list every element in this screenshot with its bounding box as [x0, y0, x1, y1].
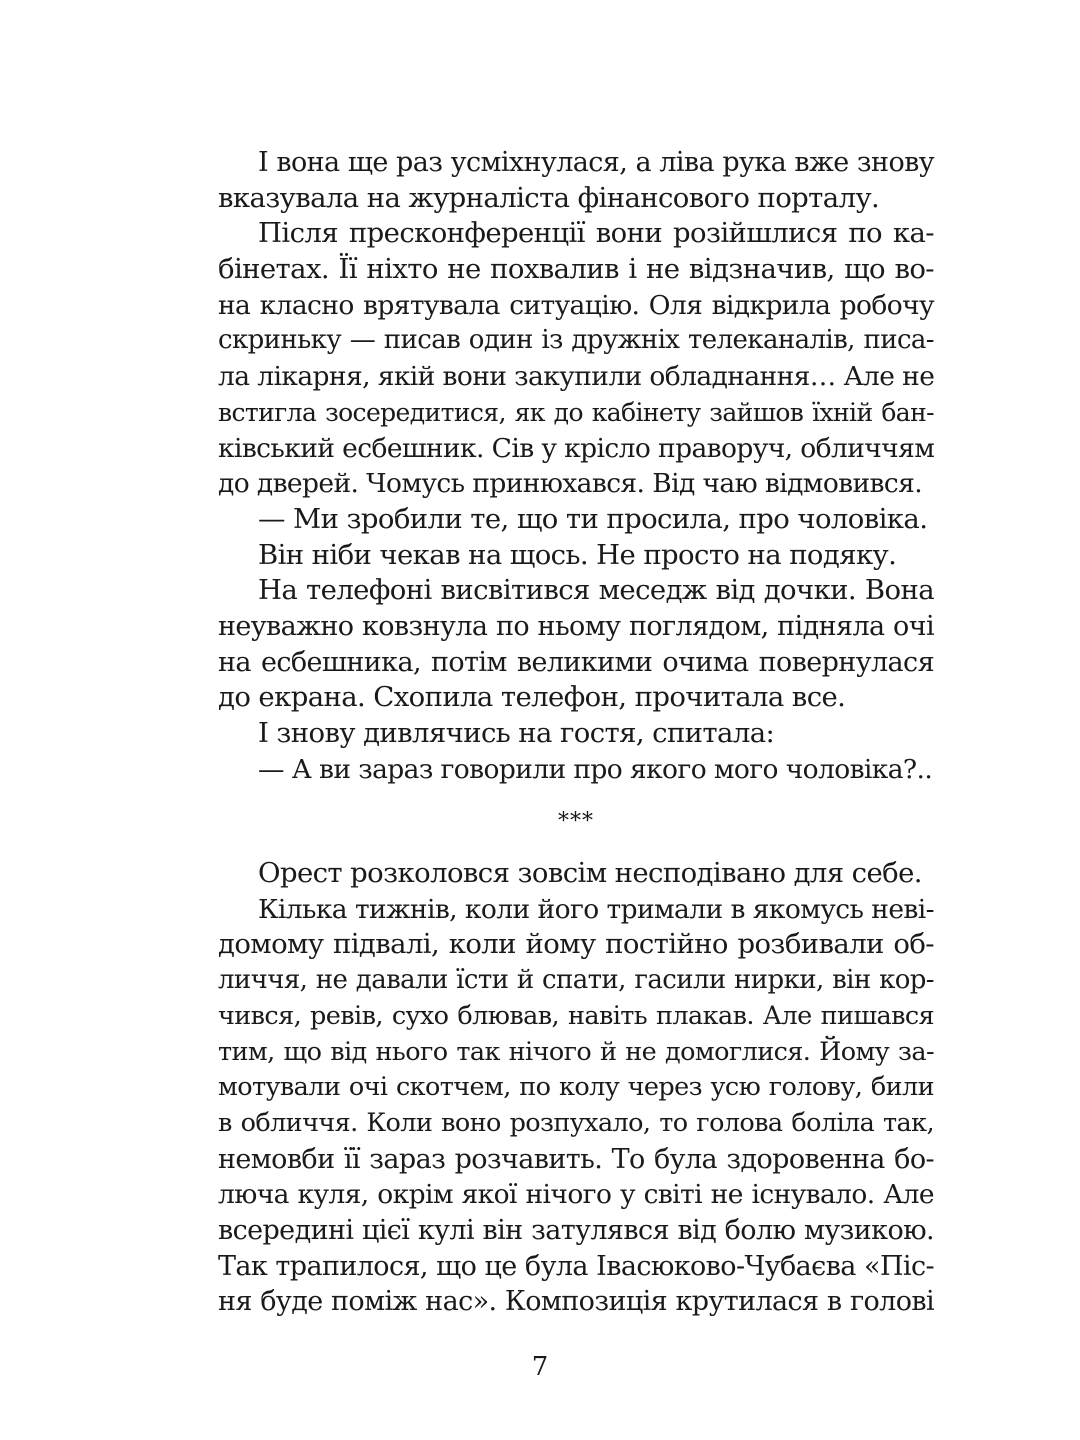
- text-line: Кілька тижнів, коли його тримали в якомусь неві-: [258, 893, 934, 925]
- text-line: На телефоні висвітився меседж від дочки. Вона: [258, 574, 934, 607]
- text-line: Після пресконференції вони розійшлися по ка-: [258, 217, 934, 250]
- text-line: встигла зосередитися, як до кабінету зайшов їхній бан-: [218, 397, 934, 427]
- section-separator: ***: [558, 809, 594, 835]
- text-line: бінетах. Її ніхто не похвалив і не відзначив, що во-: [218, 253, 934, 286]
- text-line: тим, що від нього так нічого й не домоглися. Йому за-: [218, 1036, 934, 1067]
- text-line: ківський есбешник. Сів у крісло праворуч, обличчям: [218, 432, 935, 464]
- text-line: вказувала на журналіста фінансового порталу.: [218, 181, 880, 214]
- text-line: на есбешника, потім великими очима повернулася: [218, 646, 934, 678]
- text-line: — А ви зараз говорили про якого мого чоловіка?..: [258, 753, 933, 785]
- text-line: до екрана. Схопила телефон, прочитала все.: [218, 681, 846, 714]
- text-line: Він ніби чекав на щось. Не просто на подяку.: [258, 538, 897, 571]
- text-line: ня буде поміж нас». Композиція крутилася в голові: [218, 1286, 934, 1318]
- text-line: на класно врятувала ситуацію. Оля відкрила робочу: [218, 289, 934, 321]
- text-line: чився, ревів, сухо блював, навіть плакав. Але пишався: [218, 1000, 934, 1031]
- text-line: неуважно ковзнула по ньому поглядом, підняла очі: [218, 610, 934, 642]
- text-line: мотували очі скотчем, по колу через усю голову, били: [218, 1072, 934, 1103]
- text-line: Так трапилося, що це була Івасюково-Чубаєва «Піс-: [218, 1250, 934, 1282]
- text-line: домому підвалі, коли йому постійно розбивали об-: [218, 928, 934, 961]
- page-body: [218, 145, 934, 1320]
- text-line: скриньку — писав один із дружніх телеканалів, писа-: [218, 325, 934, 356]
- text-line: в обличчя. Коли воно розпухало, то голова боліла так,: [218, 1107, 934, 1138]
- text-line: до дверей. Чомусь принюхався. Від чаю відмовився.: [218, 468, 923, 500]
- text-line: люча куля, окрім якої нічого у світі не існувало. Але: [218, 1179, 934, 1211]
- paragraph-block-2: [218, 856, 934, 1320]
- text-line: личчя, не давали їсти й спати, гасили нирки, він кор-: [218, 965, 934, 996]
- text-line: немовби її зараз розчавить. То була здоровенна бо-: [218, 1143, 934, 1175]
- text-line: — Ми зробили те, що ти просила, про чоловіка.: [258, 502, 928, 535]
- text-line: ла лікарня, якій вони закупили обладнання… Але не: [218, 361, 935, 393]
- text-line: Орест розколовся зовсім несподівано для себе.: [258, 857, 922, 890]
- text-line: І знову дивлячись на гостя, спитала:: [258, 717, 775, 749]
- page-number: 7: [531, 1352, 549, 1382]
- text-line: всередині цієї кулі він затулявся від болю музикою.: [218, 1214, 934, 1246]
- paragraph-block-1: [218, 145, 934, 787]
- text-line: І вона ще раз усміхнулася, а ліва рука вже знову: [258, 147, 934, 178]
